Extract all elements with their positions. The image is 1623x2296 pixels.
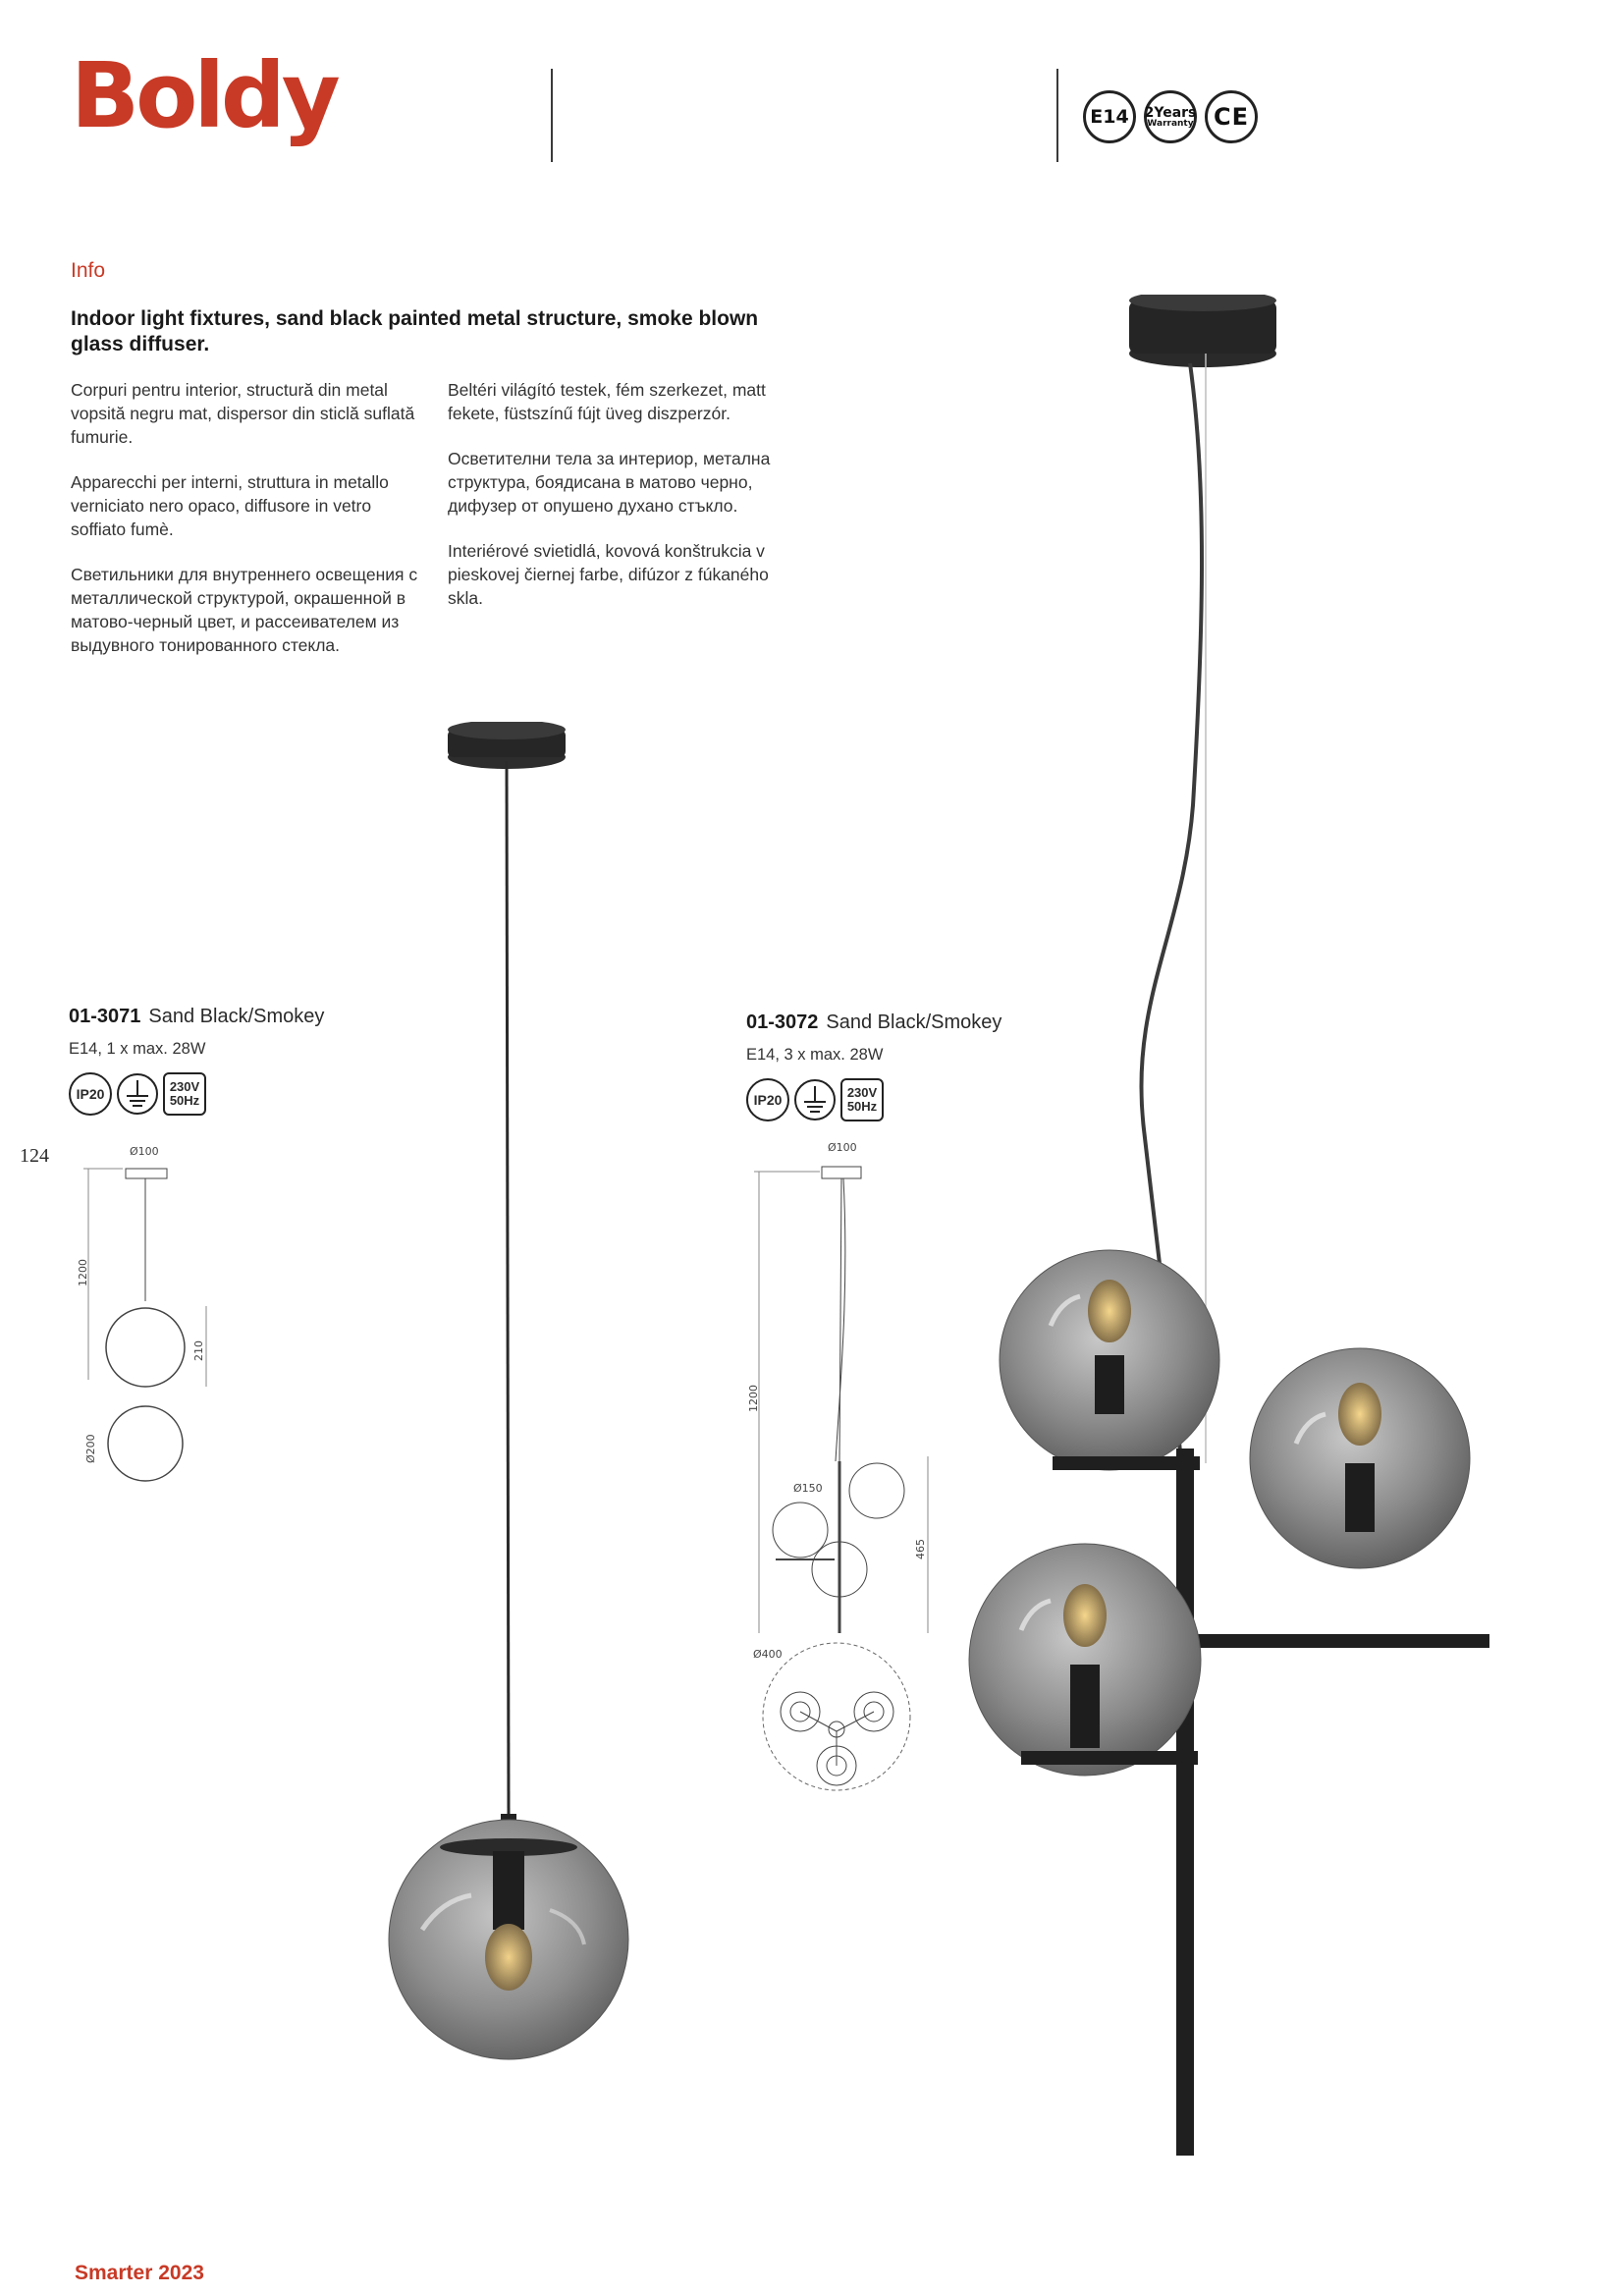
- header-divider-left: [551, 69, 553, 162]
- product-1-info: [69, 1006, 324, 1116]
- height-label: 1200: [77, 1259, 89, 1286]
- product-code-line: [69, 1006, 324, 1028]
- product-photo-single-pendant: [373, 722, 648, 2077]
- description-bg: Осветителни тела за интериор, метална структура, боядисана в матово черно, дифузер от опушено духано стъкло.: [448, 449, 771, 516]
- product-spec: E14, 1 x max. 28W: [69, 1040, 206, 1058]
- product-2-info: [746, 1011, 1001, 1121]
- info-column-2: [448, 378, 801, 610]
- certification-badges: [1083, 90, 1258, 143]
- product-code: 01-3072: [746, 1011, 819, 1033]
- info-column-1: [71, 378, 424, 657]
- canopy-diameter-label: Ø100: [130, 1145, 159, 1158]
- product-code-line: [746, 1011, 1001, 1034]
- product-variant: Sand Black/Smokey: [826, 1011, 1002, 1033]
- e14-socket-icon: E14: [1083, 90, 1136, 143]
- earth-ground-icon: [793, 1078, 837, 1121]
- voltage-value: 230V: [846, 1085, 878, 1101]
- description-ro: Corpuri pentru interior, structură din metal vopsită negru mat, dispersor din sticlă suflată fumurie.: [71, 380, 415, 447]
- total-diameter-label: Ø400: [753, 1648, 783, 1661]
- product-code: 01-3071: [69, 1006, 141, 1027]
- canopy-diameter-label: Ø100: [828, 1141, 857, 1154]
- voltage-icon: [840, 1078, 884, 1121]
- globe-diameter-label: Ø150: [793, 1482, 823, 1495]
- product-spec: E14, 3 x max. 28W: [746, 1046, 884, 1064]
- dimension-drawing-product-1: [69, 1139, 236, 1483]
- globe-height-label: 210: [192, 1340, 205, 1361]
- description-it: Apparecchi per interni, struttura in metallo verniciato nero opaco, diffusore in vetro soffiato fumè.: [71, 472, 389, 539]
- info-lead-text: Indoor light fixtures, sand black painted metal structure, smoke blown glass diffuser.: [71, 307, 759, 356]
- ip-rating-icon: IP20: [746, 1078, 789, 1121]
- info-heading: Info: [71, 259, 106, 282]
- voltage-value: 230V: [169, 1079, 200, 1095]
- description-ru: Светильники для внутреннего освещения с металлической структурой, окрашенной в матово-черный цвет, и рассеивателем из выдувного тонированного стекла.: [71, 565, 418, 655]
- warranty-icon: [1144, 90, 1197, 143]
- frequency-value: 50Hz: [846, 1099, 878, 1114]
- header-divider-right: [1056, 69, 1058, 162]
- globe-diameter-label: Ø200: [84, 1434, 97, 1463]
- product-icons: [69, 1072, 324, 1116]
- description-hu: Beltéri világító testek, fém szerkezet, matt fekete, füstszínű fújt üveg diszperzór.: [448, 380, 766, 423]
- voltage-icon: [163, 1072, 206, 1116]
- earth-ground-icon: [116, 1072, 159, 1116]
- product-family-title: Boldy: [71, 43, 337, 148]
- description-sk: Interiérové svietidlá, kovová konštrukcia v pieskovej čiernej farbe, difúzor z fúkaného skla.: [448, 541, 769, 608]
- warranty-years: 2Years: [1144, 104, 1197, 121]
- product-variant: Sand Black/Smokey: [148, 1006, 325, 1027]
- dimension-drawing-product-2: [741, 1137, 957, 1825]
- height-label: 1200: [747, 1385, 760, 1412]
- body-height-label: 465: [914, 1539, 927, 1559]
- product-icons: [746, 1078, 1001, 1121]
- warranty-word: Warranty: [1147, 118, 1194, 129]
- ce-mark-icon: CE: [1205, 90, 1258, 143]
- product-photo-three-globe-pendant: [962, 295, 1512, 2160]
- page-number: 124: [20, 1145, 49, 1167]
- frequency-value: 50Hz: [169, 1093, 200, 1108]
- ip-rating-icon: IP20: [69, 1072, 112, 1116]
- catalog-footer-label: Smarter 2023: [75, 2262, 204, 2284]
